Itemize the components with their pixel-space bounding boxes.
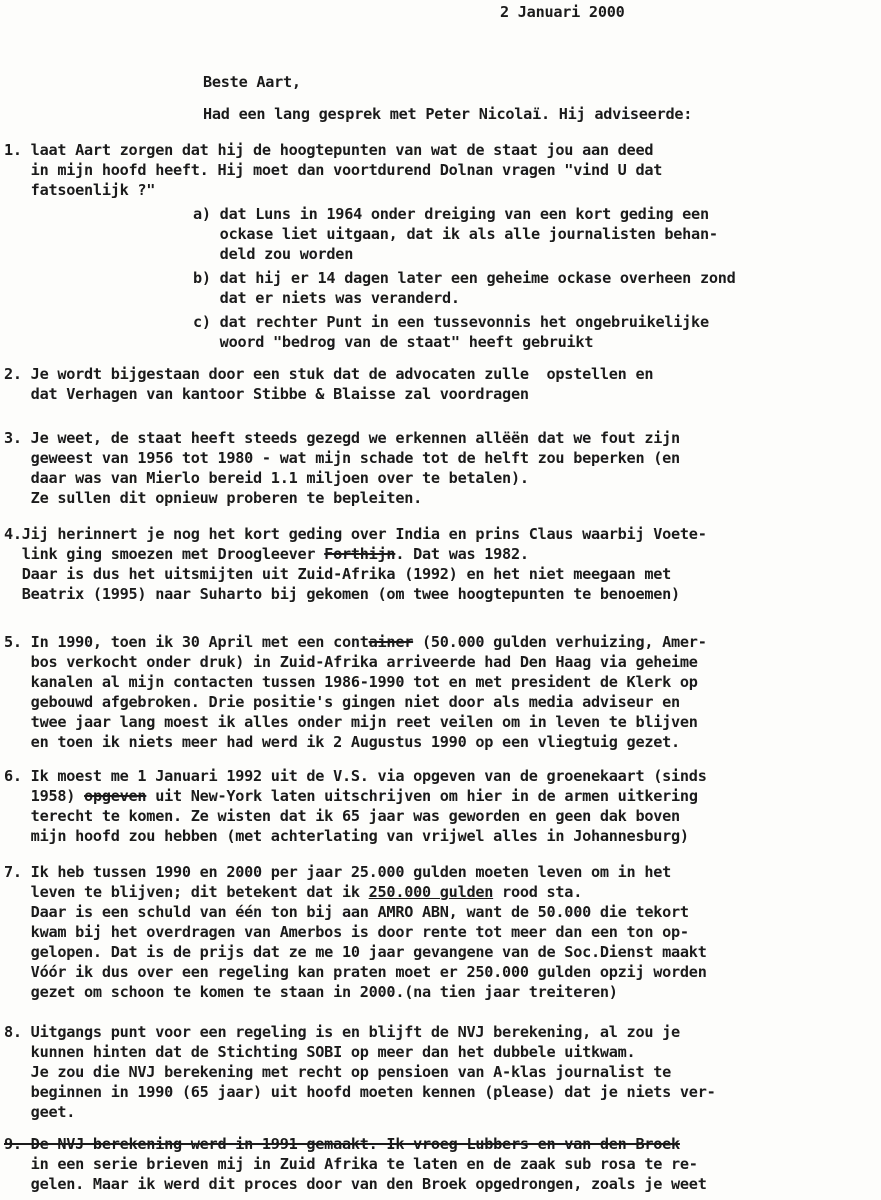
point-8-line-4: beginnen in 1990 (65 jaar) uit hoofd moeten kennen (please) dat je niets ver- <box>4 1083 716 1101</box>
struck-word-opgeven: opgeven <box>84 787 147 805</box>
point-1c-line-2: woord "bedrog van de staat" heeft gebruikt <box>193 333 594 351</box>
point-1b-line-1: b) dat hij er 14 dagen later een geheime ockase overheen zond <box>193 269 736 287</box>
point-1-line-1: 1. laat Aart zorgen dat hij de hoogtepunten van wat de staat jou aan deed <box>4 141 654 159</box>
point-1a-line-1: a) dat Luns in 1964 onder dreiging van een kort geding een <box>193 205 709 223</box>
point-2-line-2: dat Verhagen van kantoor Stibbe & Blaisse zal voordragen <box>4 385 529 403</box>
point-7-line-3: Daar is een schuld van één ton bij aan AMRO ABN, want de 50.000 die tekort <box>4 903 689 921</box>
point-7-line-4: kwam bij het overdragen van Amerbos is door rente tot meer dan een ton op- <box>4 923 689 941</box>
point-6-line-2-end: uit New-York laten uitschrijven om hier in de armen uitkering <box>146 787 698 805</box>
point-6-line-4: mijn hoofd zou hebben (met achterlating van vrijwel alles in Johannesburg) <box>4 827 689 845</box>
point-6-line-3: terecht te komen. Ze wisten dat ik 65 jaar was geworden en geen dak boven <box>4 807 680 825</box>
point-1a-line-2: ockase liet uitgaan, dat ik als alle journalisten behan- <box>193 225 718 243</box>
point-8-line-3: Je zou die NVJ berekening met recht op pensioen van A-klas journalist te <box>4 1063 672 1081</box>
point-1-line-2: in mijn hoofd heeft. Hij moet dan voortdurend Dolnan vragen "vind U dat <box>4 161 663 179</box>
struck-word-ainer: ainer <box>368 633 414 651</box>
point-4-line-3: Daar is dus het uitsmijten uit Zuid-Afrika (1992) en het niet meegaan met <box>4 565 672 583</box>
point-6-line-1: 6. Ik moest me 1 Januari 1992 uit de V.S. via opgeven van de groenekaart (sinds <box>4 767 707 785</box>
point-5-line-3: kanalen al mijn contacten tussen 1986-1990 tot en met president de Klerk op <box>4 673 698 691</box>
point-5-line-2: bos verkocht onder druk) in Zuid-Afrika arriveerde had Den Haag via geheime <box>4 653 698 671</box>
point-1c-line-1: c) dat rechter Punt in een tussevonnis het ongebruikelijke <box>193 313 709 331</box>
point-7-line-2-end: rood sta. <box>493 883 583 901</box>
point-3-line-2: geweest van 1956 tot 1980 - wat mijn schade tot de helft zou beperken (en <box>4 449 680 467</box>
point-5-line-1-end: (50.000 gulden verhuizing, Amer- <box>413 633 707 651</box>
struck-word-forthijn: Forthijn <box>324 545 396 563</box>
point-3-line-1: 3. Je weet, de staat heeft steeds gezegd we erkennen allëën dat we fout zijn <box>4 429 680 447</box>
point-7-line-7: gezet om schoon te komen te staan in 2000.(na tien jaar treiteren) <box>4 983 618 1001</box>
point-1a-line-3: deld zou worden <box>193 245 354 263</box>
point-4-line-2 <box>4 544 529 565</box>
point-4-line-2-end: . Dat was 1982. <box>395 545 529 563</box>
point-5-line-4: gebouwd afgebroken. Drie positie's gingen niet door als media adviseur en <box>4 693 680 711</box>
point-7-line-5: gelopen. Dat is de prijs dat ze me 10 jaar gevangene van de Soc.Dienst maakt <box>4 943 707 961</box>
point-9-line-3: gelen. Maar ik werd dit proces door van den Broek opgedrongen, zoals je weet <box>4 1175 707 1193</box>
point-9-line-2: in een serie brieven mij in Zuid Afrika te laten en de zaak sub rosa te re- <box>4 1155 698 1173</box>
point-2-line-1: 2. Je wordt bijgestaan door een stuk dat de advocaten zulle opstellen en <box>4 365 654 383</box>
point-8-line-1: 8. Uitgangs punt voor een regeling is en blijft de NVJ berekening, al zou je <box>4 1023 680 1041</box>
point-5-line-1 <box>4 632 707 653</box>
point-8-line-2: kunnen hinten dat de Stichting SOBI op meer dan het dubbele uitkwam. <box>4 1043 636 1061</box>
point-4-line-1: 4.Jij herinnert je nog het kort geding over India en prins Claus waarbij Voete- <box>4 525 707 543</box>
point-1b-line-2: dat er niets was veranderd. <box>193 289 460 307</box>
point-6-line-2 <box>4 786 698 807</box>
point-3-line-4: Ze sullen dit opnieuw proberen te bepleiten. <box>4 489 423 507</box>
point-7-line-1: 7. Ik heb tussen 1990 en 2000 per jaar 25.000 gulden moeten leven om in het <box>4 863 672 881</box>
point-5-line-6: en toen ik niets meer had werd ik 2 Augustus 1990 op een vliegtuig gezet. <box>4 733 680 751</box>
point-3-line-3: daar was van Mierlo bereid 1.1 miljoen over te betalen). <box>4 469 529 487</box>
point-1-line-3: fatsoenlijk ?" <box>4 181 156 199</box>
salutation: Beste Aart, <box>203 73 301 91</box>
point-8-line-5: geet. <box>4 1103 76 1121</box>
underlined-amount: 250.000 gulden <box>368 883 494 901</box>
point-7-line-6: Vóór ik dus over een regeling kan praten moet er 250.000 gulden opzij worden <box>4 963 707 981</box>
point-7-line-2-start: leven te blijven; dit betekent dat ik <box>4 883 369 901</box>
point-7-line-2 <box>4 882 582 903</box>
point-6-line-2-start: 1958) <box>4 787 85 805</box>
point-5-line-1-start: 5. In 1990, toen ik 30 April met een cont <box>4 633 369 651</box>
point-5-line-5: twee jaar lang moest ik alles onder mijn reet veilen om in leven te blijven <box>4 713 698 731</box>
point-9-line-1: 9. De NVJ berekening werd in 1991 gemaakt. Ik vroeg Lubbers en van den Broek <box>4 1135 680 1153</box>
intro-line: Had een lang gesprek met Peter Nicolaï. Hij adviseerde: <box>203 105 693 123</box>
letter-date: 2 Januari 2000 <box>500 3 625 21</box>
point-4-line-2-start: link ging smoezen met Droogleever <box>4 545 325 563</box>
point-4-line-4: Beatrix (1995) naar Suharto bij gekomen (om twee hoogtepunten te benoemen) <box>4 585 680 603</box>
